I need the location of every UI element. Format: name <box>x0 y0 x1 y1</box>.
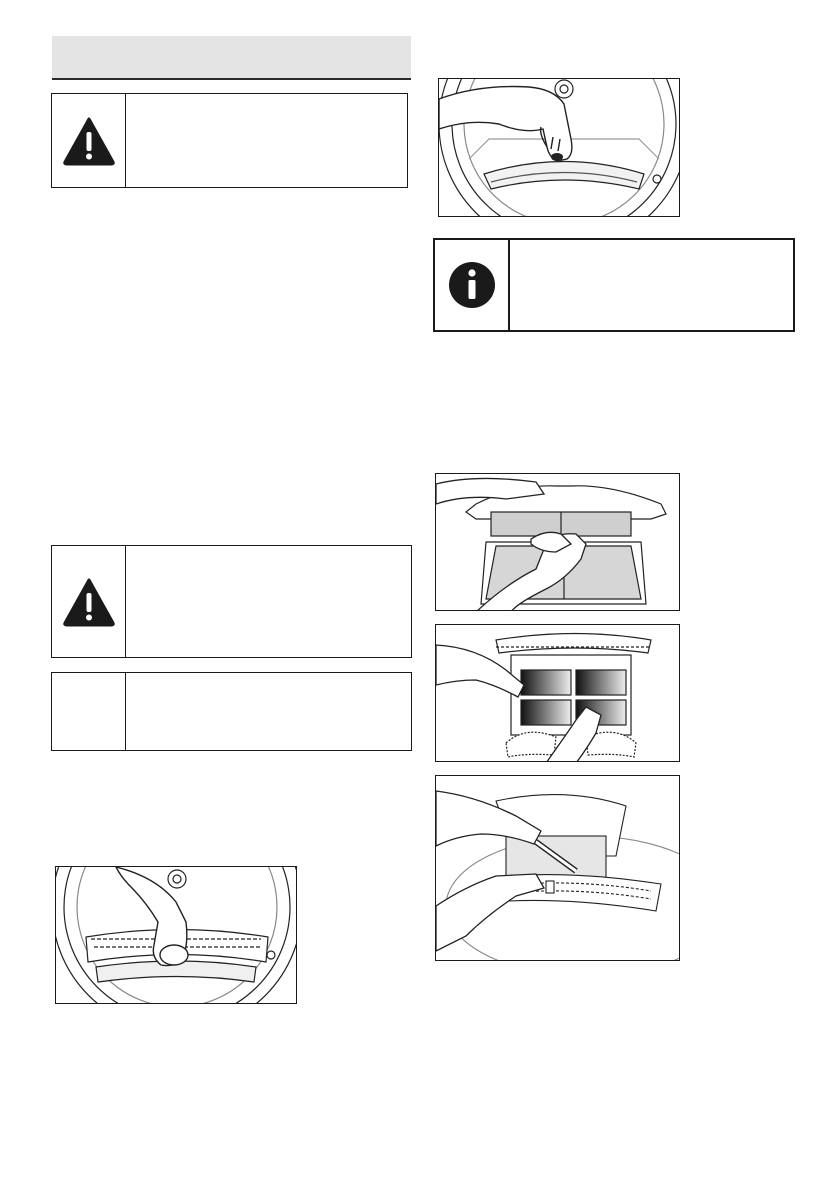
info-note <box>433 238 795 332</box>
warning-triangle-icon <box>62 116 116 166</box>
warning-triangle-icon <box>62 577 116 627</box>
blank-icon-cell <box>52 673 126 750</box>
blank-note-text <box>126 673 411 750</box>
warning-text-2 <box>126 546 411 657</box>
drum-filter-reinsertion-figure <box>438 78 680 217</box>
filter-brush-cleaning-figure <box>435 775 680 961</box>
warning-text-1 <box>126 94 407 187</box>
warning-note-1 <box>51 93 408 188</box>
info-icon-cell <box>435 240 510 330</box>
drum-filter-removal-figure <box>55 866 297 1004</box>
info-note-text <box>509 240 793 330</box>
section-header-bar <box>52 36 411 80</box>
warning-note-2 <box>51 545 412 658</box>
warning-icon-cell <box>52 546 126 657</box>
warning-icon-cell <box>52 94 126 187</box>
filter-mesh-cleaning-figure <box>435 624 680 762</box>
filter-lint-wiping-figure <box>435 473 680 611</box>
blank-note <box>51 672 412 751</box>
info-circle-icon <box>447 260 497 310</box>
